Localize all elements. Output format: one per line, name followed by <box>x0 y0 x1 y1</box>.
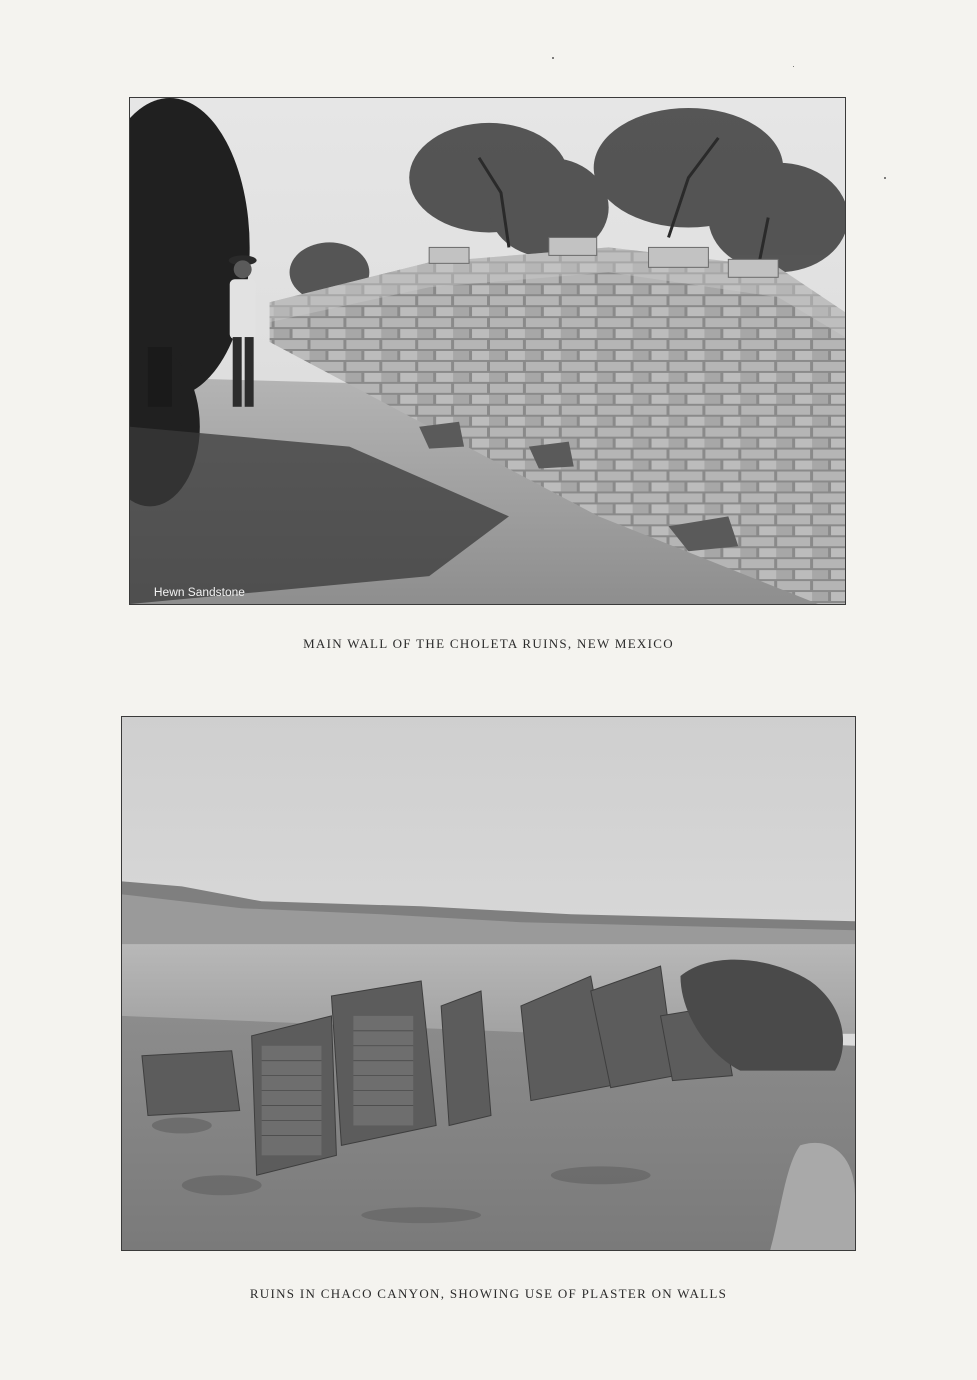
photo-inscription: Hewn Sandstone <box>153 585 245 600</box>
photo-chaco-canyon-ruins <box>121 716 856 1251</box>
paper-speck <box>793 66 794 67</box>
photo-choleta-wall <box>129 97 846 605</box>
caption-choleta-wall: MAIN WALL OF THE CHOLETA RUINS, NEW MEXICO <box>303 636 674 651</box>
choleta-wall-illustration <box>130 98 845 604</box>
chaco-canyon-illustration <box>122 717 855 1250</box>
caption-chaco-canyon: RUINS IN CHACO CANYON, SHOWING USE OF PLASTER ON WALLS <box>249 1286 728 1301</box>
paper-speck <box>884 177 886 179</box>
paper-speck <box>552 57 554 59</box>
